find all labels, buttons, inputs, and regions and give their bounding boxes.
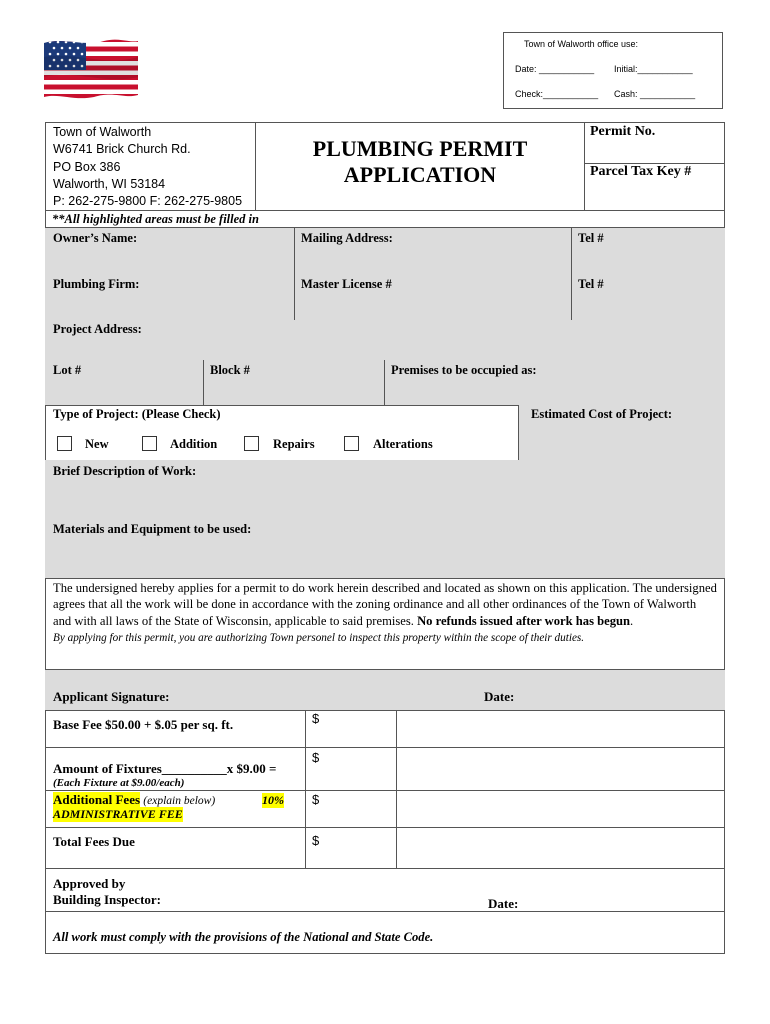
inspection-authorization: By applying for this permit, you are authorizing Town personel to inspect this property within the scope of their duties. <box>53 631 585 644</box>
compliance-footer: All work must comply with the provisions of the National and State Code. <box>53 930 434 944</box>
building-inspector-label: Building Inspector: <box>53 892 161 907</box>
row-project-address <box>45 320 725 361</box>
block-label: Block # <box>210 363 250 377</box>
total-dollar: $ <box>312 833 320 848</box>
premises-label: Premises to be occupied as: <box>391 363 537 377</box>
town-name: Town of Walworth <box>53 125 152 139</box>
fee-line-2 <box>45 790 725 791</box>
no-refunds-notice: No refunds issued after work has begun <box>417 613 631 628</box>
town-phone: P: 262-275-9800 F: 262-275-9805 <box>53 194 243 209</box>
parcel-tax-key-label: Parcel Tax Key # <box>590 164 692 179</box>
fixtures-dollar: $ <box>312 750 320 765</box>
base-fee-dollar: $ <box>312 711 320 726</box>
additional-fees <box>53 792 215 808</box>
office-cash[interactable]: Cash: ___________ <box>614 89 696 99</box>
form-title-line2: APPLICATION <box>343 162 497 187</box>
plumbing-firm-label: Plumbing Firm: <box>53 277 140 291</box>
additional-fees-note: (explain below) <box>143 795 216 807</box>
form-title-line1: PLUMBING PERMIT <box>312 136 528 161</box>
applicant-signature-label: Applicant Signature: <box>53 689 170 704</box>
materials-label: Materials and Equipment to be used: <box>53 522 252 536</box>
checkbox-new[interactable] <box>57 436 72 451</box>
master-license-label: Master License # <box>301 277 392 291</box>
row-firm-divider-2 <box>571 273 572 321</box>
additional-fees-label: Additional Fees <box>53 792 141 807</box>
owners-name-label: Owner’s Name: <box>53 231 138 245</box>
checkbox-alterations[interactable] <box>344 436 359 451</box>
approved-by-label: Approved by <box>53 876 126 891</box>
checkbox-addition-label: Addition <box>170 437 218 451</box>
checkbox-repairs[interactable] <box>244 436 259 451</box>
type-of-project-label: Type of Project: (Please Check) <box>53 407 221 421</box>
admin-percent: 10% <box>262 793 284 807</box>
total-fees-label: Total Fees Due <box>53 834 135 849</box>
row-lot-divider-1 <box>203 360 204 406</box>
additional-dollar: $ <box>312 792 320 807</box>
office-initial[interactable]: Initial:___________ <box>614 64 693 74</box>
row-owner-divider-1 <box>294 227 295 274</box>
fee-line-1 <box>45 747 725 748</box>
office-use-box <box>503 32 723 109</box>
office-check[interactable]: Check:___________ <box>515 89 599 99</box>
town-pobox: PO Box 386 <box>53 159 121 174</box>
checkbox-addition[interactable] <box>142 436 157 451</box>
tel-label-2: Tel # <box>578 277 604 291</box>
mailing-address-label: Mailing Address: <box>301 231 393 245</box>
base-fee-label: Base Fee $50.00 + $.05 per sq. ft. <box>53 717 234 732</box>
checkbox-alterations-label: Alterations <box>373 437 433 451</box>
header-divider-right <box>584 122 585 210</box>
office-date[interactable]: Date: ___________ <box>515 64 595 74</box>
brief-description-label: Brief Description of Work: <box>53 464 197 478</box>
fee-line-3 <box>45 827 725 828</box>
declaration-text: The undersigned hereby applies for a permit to do work herein described and located as shown on this application. The undersigned agrees that all the work will be done in accordance with the zoning ordinance and all other ordinances of the Town of Walworth and with all laws of the State of Wisconsin, applicable to said premises. <box>53 581 717 628</box>
town-street: W6741 Brick Church Rd. <box>53 142 191 157</box>
fee-line-5 <box>45 911 725 912</box>
fixtures-label: Amount of Fixtures__________x $9.00 = <box>53 761 277 776</box>
row-lot <box>45 360 725 406</box>
row-lot-divider-2 <box>384 360 385 406</box>
approval-date-label: Date: <box>488 896 519 911</box>
declaration-end: . <box>630 613 634 628</box>
town-city: Walworth, WI 53184 <box>53 176 166 191</box>
row-owner-divider-2 <box>571 227 572 274</box>
estimated-cost-label: Estimated Cost of Project: <box>531 407 673 421</box>
highlight-note: **All highlighted areas must be filled in <box>45 210 725 228</box>
checkbox-new-label: New <box>85 437 109 451</box>
fixtures-note: (Each Fixture at $9.00/each) <box>53 777 185 789</box>
row-firm-divider-1 <box>294 273 295 321</box>
project-address-label: Project Address: <box>53 322 142 336</box>
fee-line-4 <box>45 868 725 869</box>
town-address <box>53 124 242 210</box>
lot-label: Lot # <box>53 363 82 377</box>
approval-block <box>53 876 161 908</box>
office-use-title: Town of Walworth office use: <box>524 39 639 49</box>
declaration <box>53 579 717 646</box>
flag-logo <box>44 37 138 99</box>
form-title <box>256 136 584 188</box>
signature-date-label: Date: <box>484 689 515 704</box>
permit-no-label: Permit No. <box>590 124 656 139</box>
checkbox-repairs-label: Repairs <box>273 437 315 451</box>
admin-fee-label: ADMINISTRATIVE FEE <box>53 807 183 821</box>
tel-label-1: Tel # <box>578 231 604 245</box>
